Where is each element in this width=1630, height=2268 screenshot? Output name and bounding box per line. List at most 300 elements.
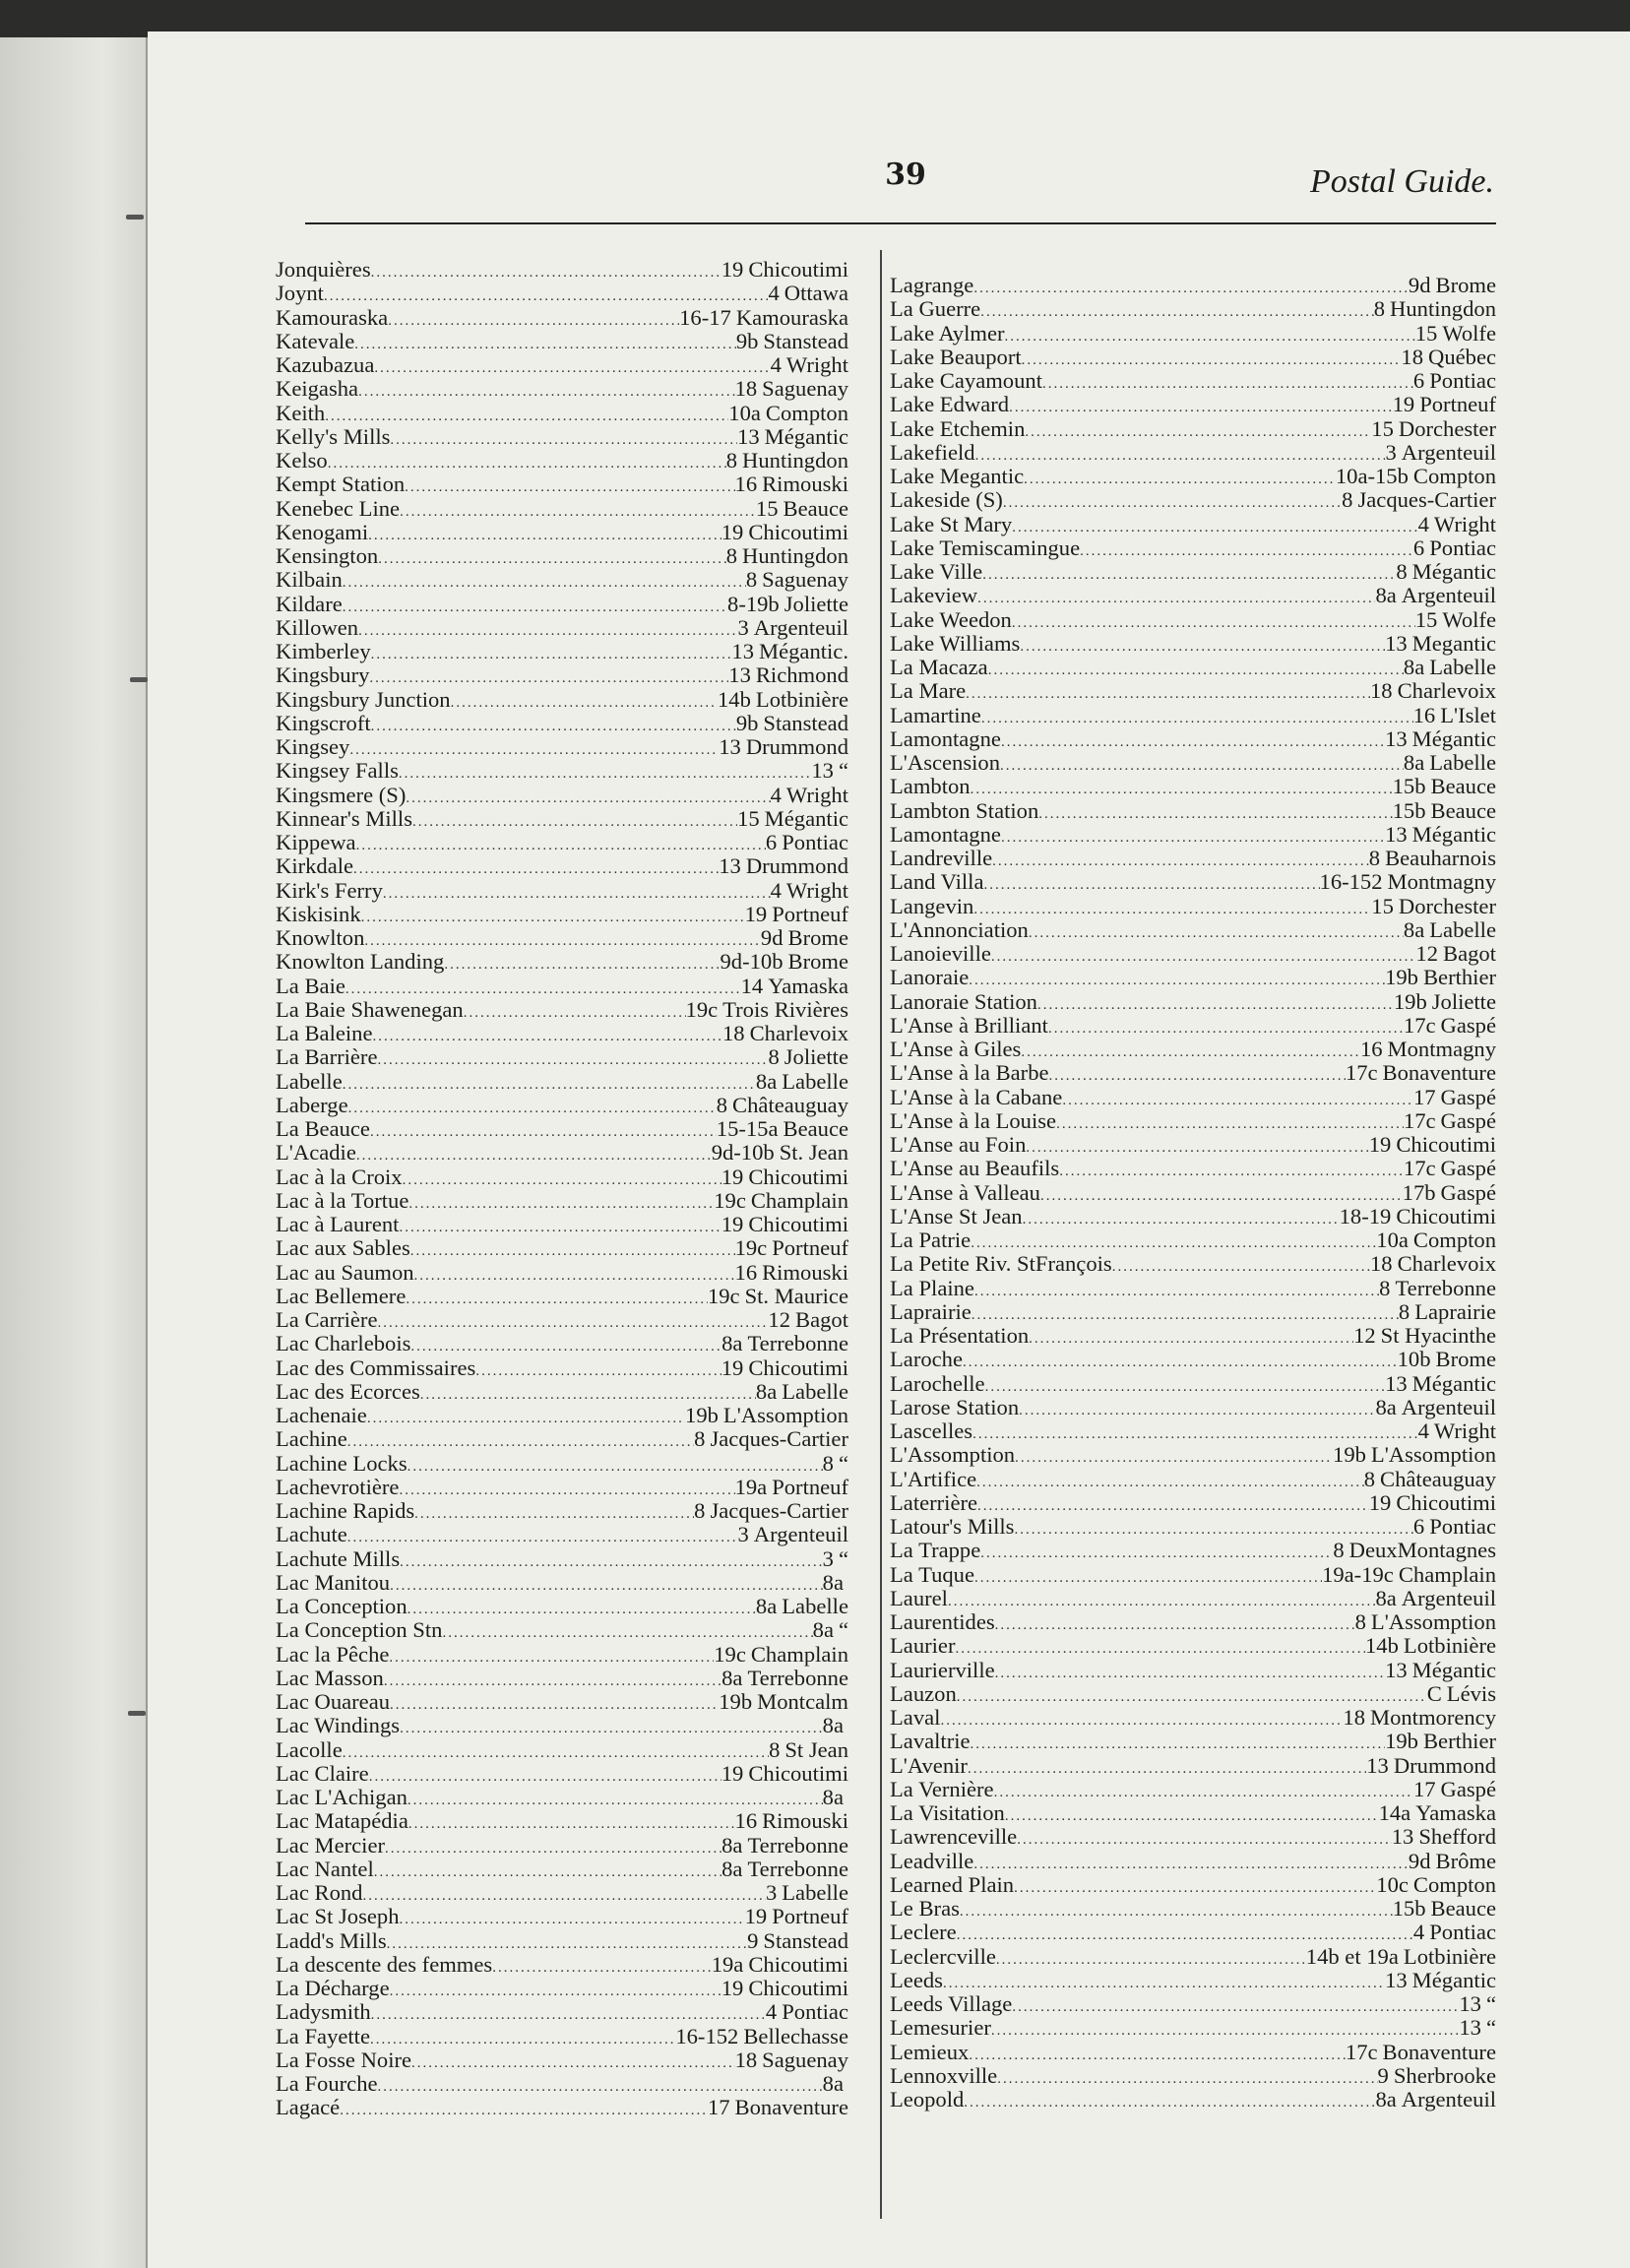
entry-name: Keith xyxy=(276,400,326,425)
county-name: L'Assomption xyxy=(1370,1442,1496,1468)
division-code: 3 xyxy=(765,1880,778,1905)
entry-name: Lachine xyxy=(276,1426,347,1452)
division-code: 3 xyxy=(1385,439,1397,465)
leader-dots xyxy=(964,2091,1375,2114)
division-code: 18 xyxy=(734,2047,758,2072)
county-name: Wright xyxy=(785,352,848,377)
leader-dots xyxy=(358,619,737,643)
index-entry xyxy=(890,1300,1496,1324)
entry-name: Lake Ville xyxy=(890,559,983,584)
index-entry xyxy=(276,1547,848,1571)
entry-name: Kelly's Mills xyxy=(276,423,391,449)
leader-dots xyxy=(1026,1136,1368,1160)
division-code: 19 xyxy=(744,1904,768,1929)
county-name: Québec xyxy=(1428,344,1496,369)
county-name: Labelle xyxy=(1429,750,1496,775)
division-code: 8a xyxy=(822,2071,844,2096)
division-code: 14a xyxy=(1378,1800,1411,1825)
division-code: 8a xyxy=(721,1665,743,1690)
entry-name: L'Anse à la Cabane xyxy=(890,1084,1063,1109)
entry-name: Lac St Joseph xyxy=(276,1904,400,1929)
division-code: 19c xyxy=(714,1641,746,1667)
index-entry xyxy=(276,425,848,449)
entry-name: Kiskisink xyxy=(276,901,361,926)
county-name: Drummond xyxy=(745,734,848,759)
entry-name: Lac Nantel xyxy=(276,1856,374,1881)
index-entry xyxy=(276,1022,848,1045)
leader-dots xyxy=(389,1646,714,1670)
division-code: 8-19b xyxy=(727,591,780,616)
index-entry xyxy=(890,417,1496,441)
leader-dots xyxy=(982,563,1396,587)
county-name: Huntingdon xyxy=(742,448,848,472)
division-code: 15 xyxy=(1371,415,1394,441)
leader-dots xyxy=(340,2099,708,2122)
index-entry xyxy=(276,640,848,663)
index-entry xyxy=(276,879,848,903)
entry-name: Lemieux xyxy=(890,2039,970,2064)
division-code: 15-15a xyxy=(716,1116,779,1141)
leader-dots xyxy=(985,1375,1385,1399)
county-name: Beauce xyxy=(783,495,848,521)
county-name: Rimouski xyxy=(762,1808,848,1834)
division-code: 13 xyxy=(731,639,755,663)
index-entry xyxy=(890,1801,1496,1825)
index-entry xyxy=(276,353,848,377)
index-entry xyxy=(276,1929,848,1953)
index-entry xyxy=(890,393,1496,416)
entry-name: Leeds xyxy=(890,1967,943,1992)
county-name: Chicoutimi xyxy=(1396,1203,1496,1228)
division-code: 15 xyxy=(737,805,760,831)
division-code: 8a xyxy=(721,1832,743,1858)
county-name: Saguenay xyxy=(762,567,848,593)
index-entry xyxy=(890,1038,1496,1061)
division-code: 6 xyxy=(1412,368,1425,393)
division-code: 19 xyxy=(721,1976,744,2000)
index-entry xyxy=(890,704,1496,727)
leader-dots xyxy=(378,547,726,571)
leader-dots xyxy=(411,2051,735,2075)
county-name: Pontiac xyxy=(1429,1920,1496,1945)
county-name: Mégantic xyxy=(1411,821,1496,847)
county-name: Huntingdon xyxy=(742,543,848,568)
division-code: 8a xyxy=(755,1378,778,1404)
leader-dots xyxy=(940,1709,1343,1732)
leader-dots xyxy=(995,1662,1385,1685)
county-name: Portneuf xyxy=(1419,392,1496,417)
division-code: 13 xyxy=(1385,630,1408,656)
county-name: Compton xyxy=(1412,1228,1496,1252)
leader-dots xyxy=(403,1168,721,1192)
county-name: Champlain xyxy=(750,1641,848,1667)
county-name: Mégantic xyxy=(1411,725,1496,751)
entry-name: La Petite Riv. StFrançois xyxy=(890,1251,1112,1277)
index-entry xyxy=(276,1189,848,1213)
county-name: Mégantic xyxy=(1411,1370,1496,1396)
division-code: 17c xyxy=(1403,1012,1436,1038)
county-name: Gaspé xyxy=(1440,1012,1496,1038)
division-code: 9b xyxy=(735,328,759,353)
county-name: L'Islet xyxy=(1440,702,1496,727)
leader-dots xyxy=(377,1311,768,1335)
entry-name: Laurier xyxy=(890,1633,956,1659)
entry-name: L'Acadie xyxy=(276,1140,356,1166)
entry-name: L'Assomption xyxy=(890,1442,1016,1468)
county-name: Mégantic xyxy=(1411,1657,1496,1682)
leader-dots xyxy=(974,1280,1379,1303)
leader-dots xyxy=(400,1908,745,1931)
entry-name: Laval xyxy=(890,1705,941,1730)
entry-name: L'Ascension xyxy=(890,750,1000,775)
index-entry xyxy=(890,1706,1496,1730)
entry-name: L'Anse à Giles xyxy=(890,1037,1022,1061)
index-entry xyxy=(276,1809,848,1833)
index-entry xyxy=(890,1921,1496,1944)
county-name: “ xyxy=(838,1450,848,1476)
leader-dots xyxy=(369,1765,721,1789)
division-code: 9d xyxy=(760,925,784,950)
entry-name: Langevin xyxy=(890,893,974,918)
index-entry xyxy=(890,2016,1496,2040)
index-entry xyxy=(890,465,1496,488)
leader-dots xyxy=(1000,754,1404,778)
index-entry xyxy=(890,1109,1496,1133)
entry-name: Lambton Station xyxy=(890,797,1039,823)
page-number: 39 xyxy=(885,158,926,192)
index-entry xyxy=(276,568,848,592)
division-code: 4 xyxy=(770,877,782,903)
entry-name: Lanoraie xyxy=(890,965,970,990)
entry-name: La Macaza xyxy=(890,655,988,679)
county-name: Compton xyxy=(765,400,848,425)
entry-name: L'Anse St Jean xyxy=(890,1203,1023,1228)
leader-dots xyxy=(1024,468,1336,491)
division-code: 13 xyxy=(1385,821,1408,847)
leader-dots xyxy=(410,1239,735,1263)
index-entry xyxy=(890,1897,1496,1921)
index-entry xyxy=(890,1539,1496,1562)
division-code: 13 xyxy=(1459,1991,1481,2016)
entry-name: La descente des femmes xyxy=(276,1951,493,1977)
entry-name: La Baleine xyxy=(276,1021,373,1045)
index-entry xyxy=(890,895,1496,918)
entry-name: Kingsey Falls xyxy=(276,758,399,784)
leader-dots xyxy=(354,333,736,356)
index-entry xyxy=(276,903,848,926)
division-code: 19c xyxy=(734,1235,768,1261)
division-code: 17c xyxy=(1403,1156,1436,1181)
leader-dots xyxy=(406,1288,708,1311)
index-entry xyxy=(276,1452,848,1476)
leader-dots xyxy=(1022,348,1402,372)
entry-name: Landreville xyxy=(890,846,993,870)
division-code: 19c xyxy=(685,996,719,1022)
county-name: Joliette xyxy=(784,1044,848,1070)
entry-name: Land Villa xyxy=(890,869,984,895)
index-entry xyxy=(276,1285,848,1308)
index-entry xyxy=(276,759,848,783)
entry-name: Lac Claire xyxy=(276,1760,369,1786)
entry-name: L'Anse à Valleau xyxy=(890,1179,1040,1205)
division-code: 16-152 xyxy=(675,2023,739,2048)
index-entry xyxy=(276,1117,848,1141)
division-code: 8a xyxy=(755,1068,778,1094)
entry-name: Lac à Laurent xyxy=(276,1212,400,1236)
county-name: Chicoutimi xyxy=(748,1354,848,1380)
division-code: 13 xyxy=(737,423,760,449)
county-name: Argenteuil xyxy=(1401,1585,1496,1610)
county-name: Beauce xyxy=(783,1116,848,1141)
division-code: 16 xyxy=(734,1259,758,1285)
county-name: Chicoutimi xyxy=(748,1951,848,1977)
index-entry xyxy=(890,799,1496,823)
entry-name: La Barrière xyxy=(276,1044,378,1070)
division-code: 8a xyxy=(812,1617,834,1643)
division-code: 6 xyxy=(765,830,778,854)
county-name: Trois Rivières xyxy=(722,996,848,1022)
division-code: 13 xyxy=(1385,1657,1408,1682)
division-code: 18 xyxy=(722,1021,745,1045)
entry-name: La Conception Stn xyxy=(276,1617,443,1643)
entry-name: Laurel xyxy=(890,1585,948,1610)
entry-name: La Fourche xyxy=(276,2071,378,2096)
county-name: Lévis xyxy=(1446,1680,1496,1706)
county-name: Compton xyxy=(1412,464,1496,488)
county-name: Yamaska xyxy=(768,973,848,998)
index-entry xyxy=(890,1348,1496,1371)
index-entry xyxy=(276,2072,848,2096)
division-code: 10a xyxy=(728,400,761,425)
leader-dots xyxy=(475,1359,721,1383)
entry-name: Kingsmere (S) xyxy=(276,782,407,807)
entry-name: Ladysmith xyxy=(276,1999,371,2025)
entry-name: Lagrange xyxy=(890,273,974,297)
county-name: Drummond xyxy=(745,853,848,879)
county-name: Beauce xyxy=(1430,774,1496,799)
county-name: Dorchester xyxy=(1398,415,1496,441)
division-code: 4 xyxy=(1417,511,1429,536)
index-entry xyxy=(890,1133,1496,1157)
entry-name: Lac L'Achigan xyxy=(276,1785,408,1809)
index-entry xyxy=(890,1992,1496,2016)
leader-dots xyxy=(348,1097,717,1120)
index-entry xyxy=(276,688,848,712)
division-code: 4 xyxy=(768,281,780,306)
division-code: 16-152 xyxy=(1319,869,1383,895)
entry-name: Lac à la Tortue xyxy=(276,1187,409,1213)
index-entry xyxy=(276,1499,848,1523)
index-entry xyxy=(890,1873,1496,1897)
division-code: 18 xyxy=(1343,1705,1365,1730)
entry-name: Lagacé xyxy=(276,2095,341,2120)
entry-name: Kirkdale xyxy=(276,853,354,879)
division-code: 4 xyxy=(765,1999,778,2025)
division-code: 8 xyxy=(1396,559,1408,584)
entry-name: Lachevrotière xyxy=(276,1474,400,1499)
division-code: 12 xyxy=(1353,1323,1376,1348)
leader-dots xyxy=(361,906,745,929)
entry-name: L'Anse au Foin xyxy=(890,1132,1027,1157)
index-entry xyxy=(276,2025,848,2048)
entry-name: Lac Masson xyxy=(276,1665,384,1690)
county-name: St. Jean xyxy=(779,1140,848,1166)
county-name: Brôme xyxy=(1435,1848,1496,1873)
entry-name: Kinnear's Mills xyxy=(276,805,412,831)
division-code: 8 xyxy=(1379,1275,1391,1300)
entry-name: Lachute Mills xyxy=(276,1545,401,1571)
entry-name: L'Annonciation xyxy=(890,916,1029,942)
entry-name: L'Avenir xyxy=(890,1752,968,1778)
entry-name: Kingsey xyxy=(276,734,350,759)
division-code: 8 xyxy=(1363,1466,1376,1491)
division-code: 8a xyxy=(1375,583,1397,608)
entry-name: Kazubazua xyxy=(276,352,375,377)
leader-dots xyxy=(1001,826,1385,850)
entry-name: Lake Edward xyxy=(890,392,1010,417)
division-code: 19 xyxy=(721,1164,744,1189)
county-name: Brome xyxy=(787,949,848,975)
entry-name: La Trappe xyxy=(890,1538,981,1563)
county-name: Terrebonne xyxy=(747,1856,848,1881)
leader-dots xyxy=(372,1025,722,1048)
division-code: 15b xyxy=(1392,1896,1426,1921)
county-name: Terrebonne xyxy=(747,1665,848,1690)
index-entry xyxy=(890,1014,1496,1038)
county-name: Pontiac xyxy=(782,1999,848,2025)
county-name: Chicoutimi xyxy=(748,1164,848,1189)
entry-name: L'Anse à la Barbe xyxy=(890,1060,1049,1086)
county-name: Jacques-Cartier xyxy=(710,1498,848,1523)
index-entry xyxy=(276,1858,848,1881)
leader-dots xyxy=(358,380,734,404)
county-name: Mégantic. xyxy=(759,639,848,663)
index-entry xyxy=(276,1404,848,1427)
division-code: 19 xyxy=(744,901,768,926)
leader-dots xyxy=(371,261,721,284)
county-name: Labelle xyxy=(1429,655,1496,679)
county-name: Chicoutimi xyxy=(748,519,848,544)
index-entry xyxy=(890,2088,1496,2111)
index-entry xyxy=(276,1141,848,1165)
division-code: 19 xyxy=(1368,1489,1392,1515)
entry-name: Lac Matapédia xyxy=(276,1808,408,1834)
division-code: 15b xyxy=(1392,797,1426,823)
entry-name: Lanoraie Station xyxy=(890,988,1037,1014)
leader-dots xyxy=(349,738,719,762)
entry-name: La Baie xyxy=(276,973,345,998)
county-name: Lotbinière xyxy=(755,686,848,712)
index-entry xyxy=(890,274,1496,297)
leader-dots xyxy=(399,1479,734,1502)
entry-name: Lake Temiscamingue xyxy=(890,535,1081,560)
county-name: Gaspé xyxy=(1440,1156,1496,1181)
index-entry xyxy=(276,282,848,305)
entry-name: Kelso xyxy=(276,448,328,472)
page-mark xyxy=(128,1711,146,1716)
division-code: 19b xyxy=(685,1403,719,1427)
index-entry xyxy=(890,322,1496,346)
entry-name: La Vernière xyxy=(890,1776,994,1801)
leader-dots xyxy=(400,500,756,524)
division-code: 18 xyxy=(1401,344,1423,369)
entry-name: Ladd's Mills xyxy=(276,1927,387,1953)
index-entry xyxy=(276,449,848,472)
entry-name: Kingsbury xyxy=(276,662,370,688)
division-code: 12 xyxy=(768,1307,791,1332)
division-code: 9b xyxy=(735,710,759,735)
division-code: 19 xyxy=(1368,1132,1392,1157)
county-name: Argenteuil xyxy=(753,1522,848,1547)
division-code: 18-19 xyxy=(1339,1203,1392,1228)
division-code: 8 xyxy=(725,543,738,568)
entry-name: Learned Plain xyxy=(890,1871,1015,1897)
entry-name: La Tuque xyxy=(890,1561,974,1587)
leader-dots xyxy=(374,1860,721,1884)
entry-name: Kamouraska xyxy=(276,304,389,330)
index-entry xyxy=(890,608,1496,632)
index-entry xyxy=(276,1667,848,1690)
division-code: 3 xyxy=(737,1522,749,1547)
entry-name: Lac Charlebois xyxy=(276,1331,411,1356)
entry-name: Leeds Village xyxy=(890,1991,1013,2016)
leader-dots xyxy=(1019,1399,1375,1422)
index-entry xyxy=(890,1252,1496,1276)
county-name: “ xyxy=(838,1617,848,1643)
division-code: 13 xyxy=(1366,1752,1389,1778)
entry-name: Lake Megantic xyxy=(890,464,1025,488)
index-entry xyxy=(890,1778,1496,1801)
leader-dots xyxy=(451,691,718,715)
index-entry xyxy=(890,990,1496,1014)
division-code: 19b xyxy=(1333,1442,1366,1468)
leader-dots xyxy=(980,1542,1333,1565)
index-entry xyxy=(276,663,848,687)
county-name: Chicoutimi xyxy=(1396,1489,1496,1515)
index-entry xyxy=(276,1094,848,1117)
county-name: Berthier xyxy=(1422,1729,1496,1754)
division-code: 9d xyxy=(1408,1848,1431,1873)
county-name: Châteauguay xyxy=(732,1092,848,1117)
entry-name: Leopold xyxy=(890,2087,965,2111)
division-code: C xyxy=(1426,1680,1442,1706)
index-entry xyxy=(276,1618,848,1642)
index-entry xyxy=(890,656,1496,679)
division-code: 8 xyxy=(768,1044,780,1070)
division-code: 17c xyxy=(1345,1060,1378,1086)
division-code: 19 xyxy=(721,1354,744,1380)
division-code: 4 xyxy=(1417,1418,1429,1443)
county-name: Pontiac xyxy=(1429,535,1496,560)
leader-dots xyxy=(1012,611,1415,635)
leader-dots xyxy=(385,1837,721,1860)
county-name: Montmorency xyxy=(1369,1705,1496,1730)
county-name: Bagot xyxy=(795,1307,848,1332)
entry-name: Lac à la Croix xyxy=(276,1164,403,1189)
entry-name: Laprairie xyxy=(890,1298,972,1324)
leader-dots xyxy=(1029,921,1404,945)
county-name: Saguenay xyxy=(762,376,848,402)
index-entry xyxy=(276,1786,848,1809)
county-name: Richmond xyxy=(755,662,848,688)
county-name: Charlevoix xyxy=(1397,678,1496,704)
county-name: Montmagny xyxy=(1387,869,1496,895)
entry-name: Lauzon xyxy=(890,1680,957,1706)
index-entry xyxy=(276,377,848,401)
entry-name: Kippewa xyxy=(276,830,356,854)
county-name: Stanstead xyxy=(763,1927,848,1953)
county-name: L'Assomption xyxy=(1370,1609,1496,1634)
